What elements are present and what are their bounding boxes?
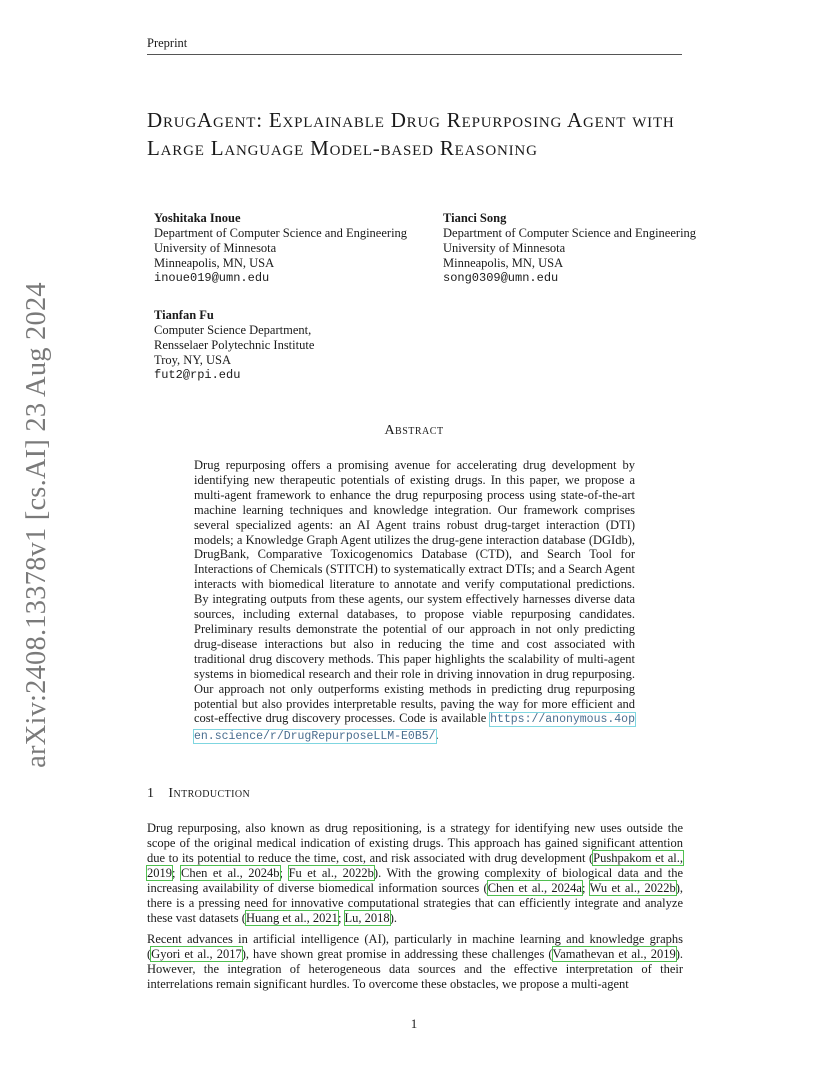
- section-title: Introduction: [168, 786, 251, 801]
- section-number: 1: [147, 786, 155, 801]
- author-name: Tianci Song: [443, 211, 507, 225]
- page-number: [0, 1016, 828, 1032]
- page-number-text: 1: [410, 1016, 418, 1031]
- page-header: [147, 36, 682, 55]
- abstract-end: .: [435, 728, 439, 743]
- arxiv-sidebar: [18, 282, 56, 768]
- text-run: ;: [279, 866, 289, 880]
- author-location: Minneapolis, MN, USA: [443, 256, 564, 270]
- text-run: Recent advances in artificial intelligence (AI), particularly in machine learning and knowledge graphs (: [147, 932, 683, 961]
- text-run: ), have shown great promise in addressing these challenges (: [241, 947, 553, 961]
- author-institution: University of Minnesota: [443, 241, 566, 255]
- text-run: ), there is a pressing need for innovative computational strategies that can efficiently integrate and analyze these vast datasets (: [147, 881, 683, 925]
- citation-link[interactable]: Wu et al., 2022b: [589, 881, 676, 895]
- author-block: [154, 211, 407, 286]
- citation-link[interactable]: Fu et al., 2022b: [288, 866, 374, 880]
- abstract-heading: [0, 423, 828, 439]
- section-heading: [147, 786, 250, 802]
- text-run: ;: [337, 911, 345, 925]
- citation-link[interactable]: Chen et al., 2024a: [487, 881, 582, 895]
- paper-title: [147, 106, 707, 162]
- author-block: [154, 308, 314, 383]
- author-location: Troy, NY, USA: [154, 353, 231, 367]
- text-run: ). However, the integration of heterogeneous data sources and the effective interpretation of their interrelations remain significant hurdles. To overcome these obstacles, we propose a multi-agent: [147, 947, 683, 991]
- author-email: song0309@umn.edu: [443, 271, 559, 285]
- author-email: inoue019@umn.edu: [154, 271, 270, 285]
- abstract-heading-text: Abstract: [384, 423, 444, 438]
- text-run: Drug repurposing, also known as drug repositioning, is a strategy for identifying new uses outside the scope of the original medical indication of existing drugs. This approach has gained significant attention due to its potential to reduce the time, cost, and risk associated with drug development (: [147, 821, 683, 865]
- intro-paragraph-2: [147, 932, 683, 992]
- author-block: [443, 211, 696, 286]
- text-run: ). With the growing complexity of biological data and the increasing availability of diverse biomedical information sources (: [147, 866, 683, 895]
- citation-link[interactable]: Vamathevan et al., 2019: [552, 947, 676, 961]
- abstract-body: [194, 458, 635, 745]
- citation-link[interactable]: Gyori et al., 2017: [151, 947, 242, 961]
- abstract-text: Drug repurposing offers a promising avenue for accelerating drug development by identifying new therapeutic potentials of existing drugs. In this paper, we propose a multi-agent framework to enhance the drug repurposing process using state-of-the-art machine learning techniques and knowledge integration. Our framework comprises several specialized agents: an AI Agent trains robust drug-target interaction (DTI) models; a Knowledge Graph Agent utilizes the drug-gene interaction database (DGIdb), DrugBank, Comparative Toxicogenomics Database (CTD), and Search Tool for Interactions of Chemicals (STITCH) to systematically extract DTIs; and a Search Agent interacts with biomedical literature to annotate and verify computational predictions. By integrating outputs from these agents, our system effectively harnesses diverse data sources, including external databases, to propose viable repurposing candidates. Preliminary results demonstrate the potential of our approach in not only predicting drug-disease interactions but also in reducing the time and cost associated with traditional drug discovery methods. This paper highlights the scalability of multi-agent systems in biomedical research and their role in driving innovation in drug repurposing. Our approach not only outperforms existing methods in predicting drug repurposing potential but also provides interpretable results, paving the way for more efficient and cost-effective drug discovery processes. Code is available: [194, 458, 635, 726]
- title-text: DrugAgent: Explainable Drug Repurposing Agent with Large Language Model-based Reasoning: [147, 108, 675, 160]
- author-department: Computer Science Department,: [154, 323, 312, 337]
- citation-link[interactable]: Huang et al., 2021: [245, 911, 338, 925]
- author-department: Department of Computer Science and Engineering: [443, 226, 697, 240]
- author-department: Department of Computer Science and Engineering: [154, 226, 408, 240]
- citation-link[interactable]: Pushpakom et al., 2019: [147, 851, 683, 880]
- code-link[interactable]: https://anonymous.4open.science/r/DrugRepurposeLLM-E0B5/: [194, 713, 635, 744]
- author-location: Minneapolis, MN, USA: [154, 256, 275, 270]
- arxiv-identifier: arXiv:2408.13378v1 [cs.AI] 23 Aug 2024: [21, 282, 52, 768]
- intro-paragraph-1: [147, 821, 683, 926]
- author-name: Yoshitaka Inoue: [154, 211, 241, 225]
- author-email: fut2@rpi.edu: [154, 368, 241, 382]
- text-run: ).: [389, 911, 397, 925]
- header-label: Preprint: [147, 36, 188, 50]
- citation-link[interactable]: Lu, 2018: [344, 911, 390, 925]
- author-institution: University of Minnesota: [154, 241, 277, 255]
- author-institution: Rensselaer Polytechnic Institute: [154, 338, 315, 352]
- citation-link[interactable]: Chen et al., 2024b: [181, 866, 280, 880]
- text-run: ;: [581, 881, 590, 895]
- author-name: Tianfan Fu: [154, 308, 214, 322]
- text-run: ;: [172, 866, 182, 880]
